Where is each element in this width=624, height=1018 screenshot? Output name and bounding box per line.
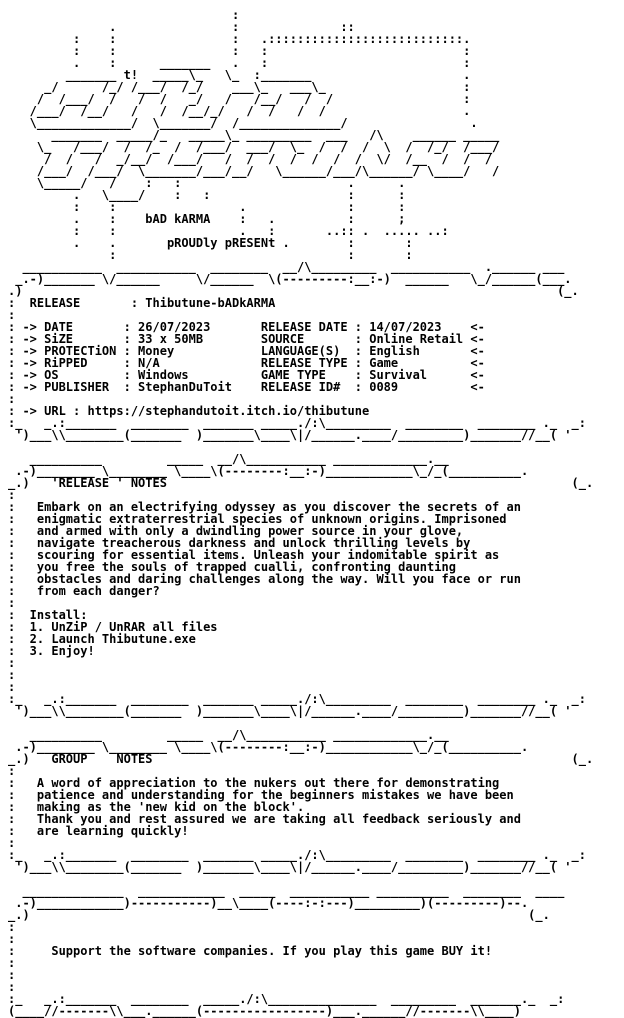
logo-line: . : ::: [8, 20, 355, 34]
border-line: :: [8, 836, 16, 850]
logo-line: . : _______ . : :: [8, 56, 471, 70]
logo-line: . . pROUDly pRESENt . : :: [8, 236, 413, 250]
logo-line: : : . : ..:: . ..... ..:: [8, 224, 449, 238]
info-row: : -> DATE : 26/07/2023 RELEASE DATE : 14/07/2023 <-: [8, 320, 485, 334]
logo-line: / /___/ / / / _/ / /__/ / / :: [8, 92, 471, 106]
paragraph-line: : making as the 'new kid on the block'.: [8, 800, 305, 814]
logo-line: / / / _/__/ /___/ / / / / / / / \/ /__ / / /: [8, 152, 493, 166]
logo-line: /___/ /___/ \_______/___/__/ \______/___/\______/ \____/ /: [8, 164, 500, 178]
section-title: _.) GROUP NOTES (_.: [8, 752, 594, 766]
paragraph-line: : obstacles and daring challenges along the way. Will you face or run: [8, 572, 521, 586]
border-line: :: [8, 980, 16, 994]
border-line: __________ _____ __/\___________ _____________.__: [29, 452, 449, 466]
border-line: :: [8, 488, 16, 502]
install-title: : Install:: [8, 608, 88, 622]
paragraph-line: : navigate treacherous darkness and unlock thrilling levels by: [8, 536, 471, 550]
border-line: :: [8, 308, 16, 322]
install-step: : 2. Launch Thibutune.exe: [8, 632, 196, 646]
border-line: ______________ ____________ _____ ___________ __________ ________ ____: [22, 884, 565, 898]
border-line: :: [8, 968, 16, 982]
border-line: :: [8, 956, 16, 970]
release-notes-section: [8, 452, 593, 718]
release-row: : RELEASE : Thibutune-bADkARMA: [8, 296, 276, 310]
border-line: :_ _.:_______ ________ _____./:\_______________ _________ _______._ _:: [8, 992, 565, 1006]
install-step: : 3. Enjoy!: [8, 644, 95, 658]
paragraph-line: : Embark on an electrifying odyssey as you discover the secrets of an: [8, 500, 521, 514]
info-row: : -> PUBLISHER : StephanDuToit RELEASE ID# : 0089 <-: [8, 380, 485, 394]
border-line: (____//-------\\___.______(-----------------)___.______//-------\\____): [8, 1004, 521, 1018]
logo-line: : : : : :: [8, 44, 471, 58]
border-line: _.) (_.: [8, 908, 550, 922]
logo-line: _______ t! _____\_ \_ :_______ .: [8, 68, 471, 82]
border-line: :: [8, 668, 16, 682]
logo-line: /___/ /__/ / / /__/_/ / / / / .: [8, 104, 471, 118]
paragraph-line: : and armed with only a dwindling power source in your glove,: [8, 524, 464, 538]
paragraph-line: : scouring for essential items. Unleash your indomitable spirit as: [8, 548, 500, 562]
paragraph-line: : from each danger?: [8, 584, 160, 598]
border-line: :_ _.:_______ ________ _______ _____./:\_________ ________ ________ ._ _:: [8, 692, 586, 706]
paragraph-line: : A word of appreciation to the nukers out there for demonstrating: [8, 776, 500, 790]
border-line: ')___\\________(_______ )_______\____\|/______.____/_________)_______//__( ': [15, 860, 572, 874]
logo-line: . : bAD kARMA : . : ;: [8, 212, 406, 226]
install-step: : 1. UnZiP / UnRAR all files: [8, 620, 218, 634]
info-row: : -> PROTECTiON : Money LANGUAGE(S) : English <-: [8, 344, 485, 358]
info-row: : -> SiZE : 33 x 50MB SOURCE : Online Retail <-: [8, 332, 485, 346]
border-line: ')___\\________(_______ )_______\____\|/______.____/_________)_______//__( ': [15, 428, 572, 442]
paragraph-line: : enigmatic extraterrestrial species of unknown origins. Imprisoned: [8, 512, 507, 526]
border-line: :: [8, 932, 16, 946]
logo-line: \_____/ / : : . .: [8, 176, 406, 190]
url-row: : -> URL : https://stephandutoit.itch.io/thibutune: [8, 404, 370, 418]
border-line: .-)____________)-----------)__\____(----:-:---)_________)(---------)--.: [15, 896, 529, 910]
border-line: :: [8, 392, 16, 406]
logo-line: : : . : :: [8, 200, 406, 214]
paragraph-line: : Thank you and rest assured we are taking all feedback seriously and: [8, 812, 521, 826]
border-line: :: [8, 596, 16, 610]
section-title: _.) 'RELEASE ' NOTES (_.: [8, 476, 594, 490]
logo-line: \_ /___/ / /_ / /___/ ___/ \_ / / / \ / /_/ /___/: [8, 140, 500, 154]
border-line: :: [8, 764, 16, 778]
paragraph-line: : patience and understanding for the beginners mistakes we have been: [8, 788, 514, 802]
logo-line: _______ _____/_ _____\_ _________ ___ /\ ______ _____: [8, 128, 500, 142]
logo-art: [8, 9, 593, 261]
border-line: :: [8, 656, 16, 670]
border-line: _.-)_______ \/______ \/______ \(---------:__:-) ______ \_/______(___.: [15, 272, 572, 286]
logo-line: :: [8, 8, 240, 22]
border-line: :: [8, 680, 16, 694]
support-message: : Support the software companies. If you play this game BUY it!: [8, 944, 493, 958]
border-line: ___________ ___________ ________ __/\_________ ___________ .______ ___: [22, 260, 565, 274]
logo-line: . \____/ : : : :: [8, 188, 406, 202]
border-line: :_ _.:_______ ________ _______ _____./:\_________ ________ ________ ._ _:: [8, 416, 586, 430]
info-row: : -> RiPPED : N/A RELEASE TYPE : Game <-: [8, 356, 485, 370]
logo-line: _/ /_/ /___/ /_/ ___\_ ___\_ :: [8, 80, 471, 94]
support-section: [8, 884, 564, 1018]
logo-line: : : :: [8, 248, 413, 262]
release-info-section: [8, 260, 586, 442]
border-line: .-)________ \________ \____\(--------:__:-)____________\_/_(__________.: [15, 740, 529, 754]
info-row: : -> OS : Windows GAME TYPE : Survival <-: [8, 368, 485, 382]
border-line: .) (_.: [8, 284, 579, 298]
paragraph-line: : are learning quickly!: [8, 824, 189, 838]
release-name: Thibutune-bADkARMA: [145, 296, 276, 310]
logo-line: \_____________/ \_______/ /______________/ .: [8, 116, 478, 130]
paragraph-line: : you free the souls of trapped cualli, confronting daunting: [8, 560, 456, 574]
border-line: .-)________ \________ \____\(--------:__:-)____________\_/_(__________.: [15, 464, 529, 478]
group-notes-section: [8, 728, 593, 874]
border-line: __________ _____ __/\___________ _____________.__: [29, 728, 449, 742]
border-line: ')___\\________(_______ )_______\____\|/______.____/_________)_______//__( ': [15, 704, 572, 718]
border-line: :_ _.:_______ ________ _______ _____./:\_________ ________ ________ ._ _:: [8, 848, 586, 862]
border-line: :: [8, 920, 16, 934]
logo-line: : : : .:::::::::::::::::::::::::::.: [8, 32, 471, 46]
